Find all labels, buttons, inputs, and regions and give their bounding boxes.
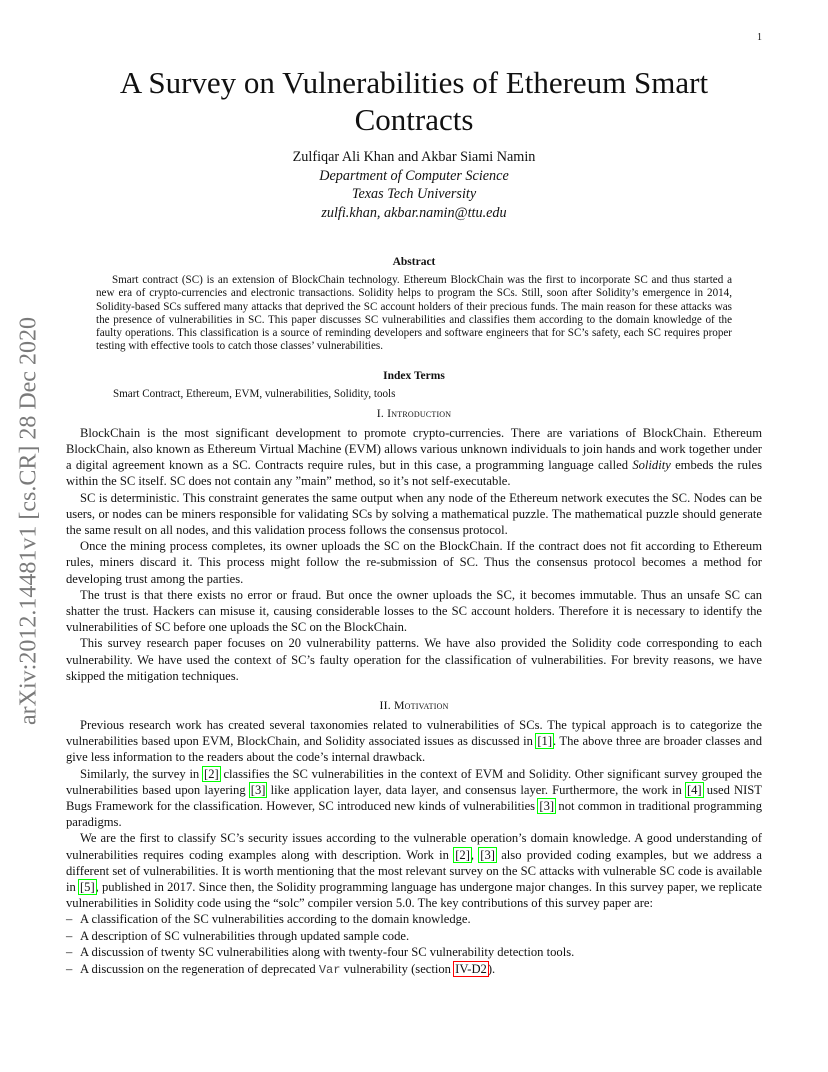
citation-link[interactable]: [1] [537,734,553,749]
intro-paragraph-2: SC is deterministic. This constraint generates the same output when any node of the Ethereum network executes the SC. Nodes can be users, or nodes can be miners responsible for validating SCs by solving a mathematical puzzle. The mathematical puzzle should generate the same result on all nodes, and this validation process follows the consensus protocol. [66,490,762,537]
mot-p2-text-d: used NIST Bugs Framework for the classification. However, SC introduced new kinds of vulnerabilities [66,782,763,814]
list-item [66,944,762,960]
mot-p3-text-c: also provided coding examples, but we address a different set of vulnerabilities. It is worth mentioning that the most relevant survey on the SC attacks with vulnerable SC code is available in [66,847,762,895]
paper-title: A Survey on Vulnerabilities of Ethereum Smart Contracts [119,65,709,137]
page-number: 1 [757,32,762,43]
intro-paragraph-3: Once the mining process completes, its owner uploads the SC on the BlockChain. If the contract does not fit according to Ethereum rules, miners discard it. This process might follow the re-submission of SC. Thus the consensus protocol becomes a method for developing trust among the parties. [66,539,762,586]
intro-p1-text-a: BlockChain is the most significant development to promote crypto-currencies. There are variations of BlockChain. Ethereum BlockChain, also known as Ethereum Virtual Machine (EVM) allows various unknown individuals to join hands and work together under a digital agreement known as a SC. Contracts require rules, but in this case, a programming language called [66,425,762,473]
intro-paragraph-5: This survey research paper focuses on 20 vulnerability patterns. We have also provided the Solidity code corresponding to each vulnerability. We have used the context of SC’s faulty operation for the classification of vulnerabilities. For brevity reasons, we have skipped the mitigation techniques. [66,636,762,683]
section-heading-motivation: II. Motivation [379,698,449,713]
intro-paragraph-1 [66,425,762,490]
citation-link[interactable]: [4] [686,782,702,797]
list-item [66,961,762,978]
contribution-text-a: A discussion on the regeneration of deprecated [80,961,319,976]
mot-p2-text-c: like application layer, data layer, and consensus layer. Furthermore, the work in [266,782,686,797]
bullet-dash: – [66,928,73,943]
author-names: Zulfiqar Ali Khan and Akbar Siami Namin [292,149,536,165]
list-item [66,928,762,944]
contribution-text: A discussion of twenty SC vulnerabilities along with twenty-four SC vulnerability detection tools. [80,945,575,960]
mot-p1-text-b: . The above three are broader classes and give less information to the readers about the code’s internal drawback. [66,734,762,765]
index-terms-text: Smart Contract, Ethereum, EVM, vulnerabilities, Solidity, tools [113,387,396,400]
author-university: Texas Tech University [351,186,477,202]
citation-link[interactable]: [3] [539,799,555,814]
contribution-text: A classification of the SC vulnerabilities according to the domain knowledge. [80,912,471,927]
mot-p2-text-a: Similarly, the survey in [80,766,203,781]
intro-p1-text-b: embeds the rules within the SC itself. SC does not contain any ”main” method, so it’s not self-executable. [66,458,762,489]
citation-link[interactable]: [2] [455,847,470,862]
bullet-dash: – [66,961,73,976]
mot-p3-text-d: , published in 2017. Since then, the Solidity programming language has undergone major changes. In this survey paper, we replicate vulnerabilities in Solidity code using the “solc” compiler version 5.0. The key contributions of this survey paper are: [66,880,762,911]
citation-link[interactable]: [2] [204,766,219,781]
citation-link[interactable]: [5] [79,880,95,895]
bullet-dash: – [66,945,73,960]
citation-link[interactable]: [3] [480,847,495,862]
mot-p3-text-b: , [470,847,480,862]
citation-link[interactable]: [3] [250,782,266,797]
paper-body [66,64,762,978]
mot-p1-text-a: Previous research work has created several taxonomies related to vulnerabilities of SCs. The typical approach is to categorize the vulnerabilities based upon EVM, BlockChain, and Solidity associated issues as discussed in [66,718,762,749]
motivation-paragraph-3 [66,830,762,911]
author-email: zulfi.khan, akbar.namin@ttu.edu [321,204,507,221]
mot-p2-text-e: not common in traditional programming paradigms. [66,799,762,830]
abstract-text: Smart contract (SC) is an extension of BlockChain technology. Ethereum BlockChain was the first to incorporate SC and thus started a new era of crypto-currencies and electronic transactions. Solidity helps to program the SCs. Still, soon after Solidity’s emergence in 2014, Solidity-based SCs suffered many attacks that deprived the SC account holders of their precious funds. The main reason for these attacks was the presence of vulnerabilities in SC. This paper discusses SC vulnerabilities and classifies them according to the domain knowledge of the faulty operations. This classification is a source of reminding developers and software engineers that for SC’s safety, each SC requires proper testing with effective tools to catch those classes’ vulnerabilities. [96,274,732,353]
contribution-text-b: vulnerability (section [340,961,455,976]
section-heading-introduction: I. Introduction [376,405,452,420]
contribution-text-c: ). [487,961,496,976]
arxiv-side-stamp [10,282,48,760]
contributions-list [66,911,762,978]
intro-paragraph-4: The trust is that there exists no error or fraud. But once the owner uploads the SC, it becomes immutable. Thus an unsafe SC can shatter the trust. Hackers can misuse it, causing considerable losses to the SC account holders. Therefore it is necessary to identify the vulnerabilities of SC before one uploads the SC on the BlockChain. [66,587,762,635]
arxiv-identifier[interactable]: arXiv:2012.14481v1 [cs.CR] 28 Dec 2020 [15,317,42,725]
abstract-heading: Abstract [392,256,436,268]
index-terms-heading: Index Terms [383,369,445,382]
author-block [66,148,762,222]
motivation-paragraph-1 [66,717,762,766]
mot-p2-text-b: classifies the SC vulnerabilities in the context of EVM and Solidity. Other significant survey grouped the vulnerabilities based upon layering [66,766,762,797]
section-reference-link[interactable]: IV-D2 [455,961,487,976]
contribution-text: A description of SC vulnerabilities through updated sample code. [80,928,410,943]
code-var: Var [318,962,341,977]
author-department: Department of Computer Science [319,167,509,184]
intro-p1-solidity: Solidity [632,458,671,473]
mot-p3-text-a: We are the first to classify SC’s security issues according to the vulnerable operation’s domain knowledge. A good understanding of vulnerabilities requires coding examples along with description. Work in [66,831,762,862]
list-item [66,911,762,927]
motivation-paragraph-2 [66,766,762,831]
bullet-dash: – [66,912,73,927]
